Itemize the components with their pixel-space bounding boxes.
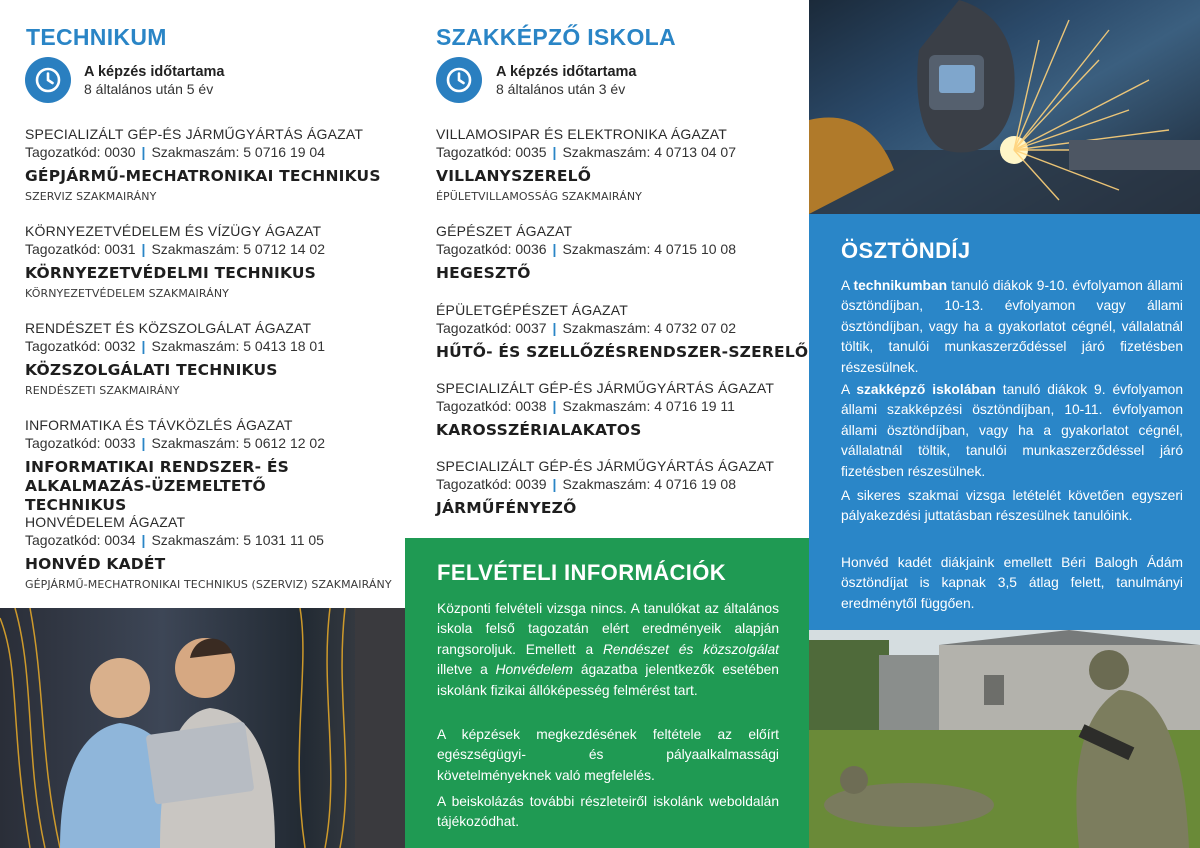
program-entry — [436, 222, 816, 283]
clock-icon — [436, 57, 482, 103]
felveteli-info-box — [405, 538, 809, 848]
welder-photo — [809, 0, 1200, 214]
job-title: HONVÉD KADÉT — [25, 555, 166, 573]
szakma-number: Szakmaszám: 4 0732 07 02 — [562, 320, 736, 336]
specialization: RENDÉSZETI SZAKMAIRÁNY — [25, 384, 180, 397]
szakkepzo-title: SZAKKÉPZŐ ISKOLA — [436, 24, 676, 50]
branch-name: SPECIALIZÁLT GÉP-ÉS JÁRMŰGYÁRTÁS ÁGAZAT — [436, 458, 775, 474]
job-title: JÁRMŰFÉNYEZŐ — [436, 499, 577, 517]
szakma-number: Szakmaszám: 5 1031 11 05 — [151, 532, 324, 548]
osztondij-paragraph-4: Honvéd kadét diákjaink emellett Béri Balogh Ádám ösztöndíjat is kapnak 3,5 átlag felett, tanulmányi eredménytől függően. — [841, 555, 1183, 611]
duration-subtitle: 8 általános után 5 év — [84, 81, 214, 97]
job-title: KAROSSZÉRIALAKATOS — [436, 421, 642, 439]
program-codes: Tagozatkód: 0037 | Szakmaszám: 4 0732 07 02 — [436, 320, 736, 336]
program-codes: Tagozatkód: 0035 | Szakmaszám: 4 0713 04 07 — [436, 144, 736, 160]
osztondij-info-box — [809, 214, 1200, 630]
duration-subtitle: 8 általános után 3 év — [496, 81, 626, 97]
program-codes: Tagozatkód: 0034 | Szakmaszám: 5 1031 11 05 — [25, 532, 324, 548]
tagozat-code: Tagozatkód: 0030 — [25, 144, 136, 160]
osztondij-paragraph-1 — [841, 276, 1183, 378]
program-entry — [436, 301, 816, 362]
text-bold: szakképző iskolában — [856, 382, 996, 397]
branch-name: RENDÉSZET ÉS KÖZSZOLGÁLAT ÁGAZAT — [25, 320, 312, 336]
branch-name: KÖRNYEZETVÉDELEM ÉS VÍZÜGY ÁGAZAT — [25, 223, 322, 239]
duration-title: A képzés időtartama — [84, 64, 225, 80]
tagozat-code: Tagozatkód: 0038 — [436, 398, 547, 414]
branch-name: INFORMATIKA ÉS TÁVKÖZLÉS ÁGAZAT — [25, 417, 293, 433]
technikum-column — [0, 0, 405, 608]
tagozat-code: Tagozatkód: 0033 — [25, 435, 136, 451]
text-run: tanuló diákok 9. évfolyamon állami szakképzési ösztöndíjban, 10-11. évfolyamon állami ösztöndíjban, vagy ha a gyakorlatot cégnél, vállalatnál töltik, tanulói munkaszerződéssel járó fizetésben részesülnek. — [841, 382, 1184, 479]
text-run: A — [841, 382, 857, 397]
tagozat-code: Tagozatkód: 0036 — [436, 241, 547, 257]
tagozat-code: Tagozatkód: 0037 — [436, 320, 547, 336]
text-run: illetve a — [437, 662, 496, 678]
duration-title: A képzés időtartama — [496, 64, 637, 80]
specialization: SZERVIZ SZAKMAIRÁNY — [25, 190, 157, 203]
szakma-number: Szakmaszám: 4 0716 19 11 — [562, 398, 735, 414]
osztondij-title: ÖSZTÖNDÍJ — [841, 238, 971, 263]
specialization: ÉPÜLETVILLAMOSSÁG SZAKMAIRÁNY — [436, 190, 642, 203]
program-entry — [436, 379, 816, 440]
felveteli-title: FELVÉTELI INFORMÁCIÓK — [437, 560, 727, 585]
tagozat-code: Tagozatkód: 0035 — [436, 144, 547, 160]
branch-name: HONVÉDELEM ÁGAZAT — [25, 514, 186, 530]
program-codes: Tagozatkód: 0039 | Szakmaszám: 4 0716 19 08 — [436, 476, 736, 492]
program-codes: Tagozatkód: 0033 | Szakmaszám: 5 0612 12 02 — [25, 435, 325, 451]
text-emphasis: Honvédelem — [495, 662, 574, 678]
szakma-number: Szakmaszám: 5 0612 12 02 — [151, 435, 325, 451]
specialization: GÉPJÁRMŰ-MECHATRONIKAI TECHNIKUS (SZERVIZ) SZAKMAIRÁNY — [25, 578, 392, 591]
program-entry — [25, 222, 405, 301]
soldiers-photo — [809, 630, 1200, 848]
clock-icon — [25, 57, 71, 103]
branch-name: SPECIALIZÁLT GÉP-ÉS JÁRMŰGYÁRTÁS ÁGAZAT — [436, 380, 775, 396]
text-bold: technikumban — [853, 278, 948, 293]
szakma-number: Szakmaszám: 5 0716 19 04 — [151, 144, 325, 160]
tagozat-code: Tagozatkód: 0039 — [436, 476, 547, 492]
felveteli-paragraph-2: A képzések megkezdésének feltétele az előírt egészségügyi- és pályaalkalmassági követelményeknek való megfelelés. — [437, 727, 779, 783]
felveteli-paragraph-3: A beiskolázás további részleteiről iskolánk weboldalán tájékozódhat. — [437, 794, 779, 830]
branch-name: GÉPÉSZET ÁGAZAT — [436, 223, 573, 239]
job-title: VILLANYSZERELŐ — [436, 167, 592, 185]
program-codes: Tagozatkód: 0036 | Szakmaszám: 4 0715 10 08 — [436, 241, 736, 257]
text-run: ágazatba jelentkezők esetében iskolánk fizikai állóképesség felmérést tart. — [437, 662, 779, 698]
szakkepzo-column — [405, 0, 809, 538]
tagozat-code: Tagozatkód: 0031 — [25, 241, 136, 257]
branch-name: SPECIALIZÁLT GÉP-ÉS JÁRMŰGYÁRTÁS ÁGAZAT — [25, 126, 364, 142]
job-title: GÉPJÁRMŰ-MECHATRONIKAI TECHNIKUS — [25, 167, 381, 185]
program-codes: Tagozatkód: 0032 | Szakmaszám: 5 0413 18 01 — [25, 338, 325, 354]
program-codes: Tagozatkód: 0030 | Szakmaszám: 5 0716 19 04 — [25, 144, 325, 160]
program-entry — [436, 125, 816, 204]
branch-name: ÉPÜLETGÉPÉSZET ÁGAZAT — [436, 302, 628, 318]
job-title: KÖZSZOLGÁLATI TECHNIKUS — [25, 361, 278, 379]
program-entry — [436, 457, 816, 518]
text-emphasis: Rendészet és közszolgálat — [602, 641, 780, 657]
szakma-number: Szakmaszám: 5 0413 18 01 — [151, 338, 325, 354]
program-codes: Tagozatkód: 0038 | Szakmaszám: 4 0716 19 11 — [436, 398, 735, 414]
szakma-number: Szakmaszám: 4 0715 10 08 — [562, 241, 736, 257]
it-technicians-photo — [0, 608, 405, 848]
program-entry — [25, 416, 405, 515]
szakma-number: Szakmaszám: 4 0716 19 08 — [562, 476, 736, 492]
program-entry — [25, 513, 405, 592]
text-run: tanuló diákok 9-10. évfolyamon állami ösztöndíjban, 10-13. évfolyamon vagy állami ösztöndíjban, vagy ha a gyakorlatot cégnél, vállalatnál töltik, tanulói munkaszerződéssel járó fizetésben részesülnek. — [841, 278, 1183, 375]
program-codes: Tagozatkód: 0031 | Szakmaszám: 5 0712 14 02 — [25, 241, 325, 257]
szakma-number: Szakmaszám: 5 0712 14 02 — [151, 241, 325, 257]
text-run: A — [841, 278, 854, 293]
text-run: Központi felvételi vizsga nincs. A tanulókat az általános iskola felső tagozatán elért eredményeik alapján rangsoroljuk. Emellett a — [437, 601, 779, 657]
tagozat-code: Tagozatkód: 0034 — [25, 532, 136, 548]
branch-name: VILLAMOSIPAR ÉS ELEKTRONIKA ÁGAZAT — [436, 126, 728, 142]
job-title: HŰTŐ- ÉS SZELLŐZÉSRENDSZER-SZERELŐ — [436, 343, 809, 361]
program-entry — [25, 319, 405, 398]
job-title: HEGESZTŐ — [436, 264, 531, 282]
job-title: INFORMATIKAI RENDSZER- ÉS ALKALMAZÁS-ÜZEMELTETŐ TECHNIKUS — [25, 458, 290, 514]
osztondij-paragraph-3: A sikeres szakmai vizsga letételét követően egyszeri pályakezdési juttatásban részesülnek tanulóink. — [841, 488, 1183, 524]
osztondij-paragraph-2 — [841, 380, 1183, 482]
specialization: KÖRNYEZETVÉDELEM SZAKMAIRÁNY — [25, 287, 229, 300]
job-title: KÖRNYEZETVÉDELMI TECHNIKUS — [25, 264, 317, 282]
program-entry — [25, 125, 405, 204]
technikum-title: TECHNIKUM — [26, 24, 167, 50]
tagozat-code: Tagozatkód: 0032 — [25, 338, 136, 354]
szakma-number: Szakmaszám: 4 0713 04 07 — [562, 144, 736, 160]
felveteli-paragraph-1 — [437, 599, 779, 701]
